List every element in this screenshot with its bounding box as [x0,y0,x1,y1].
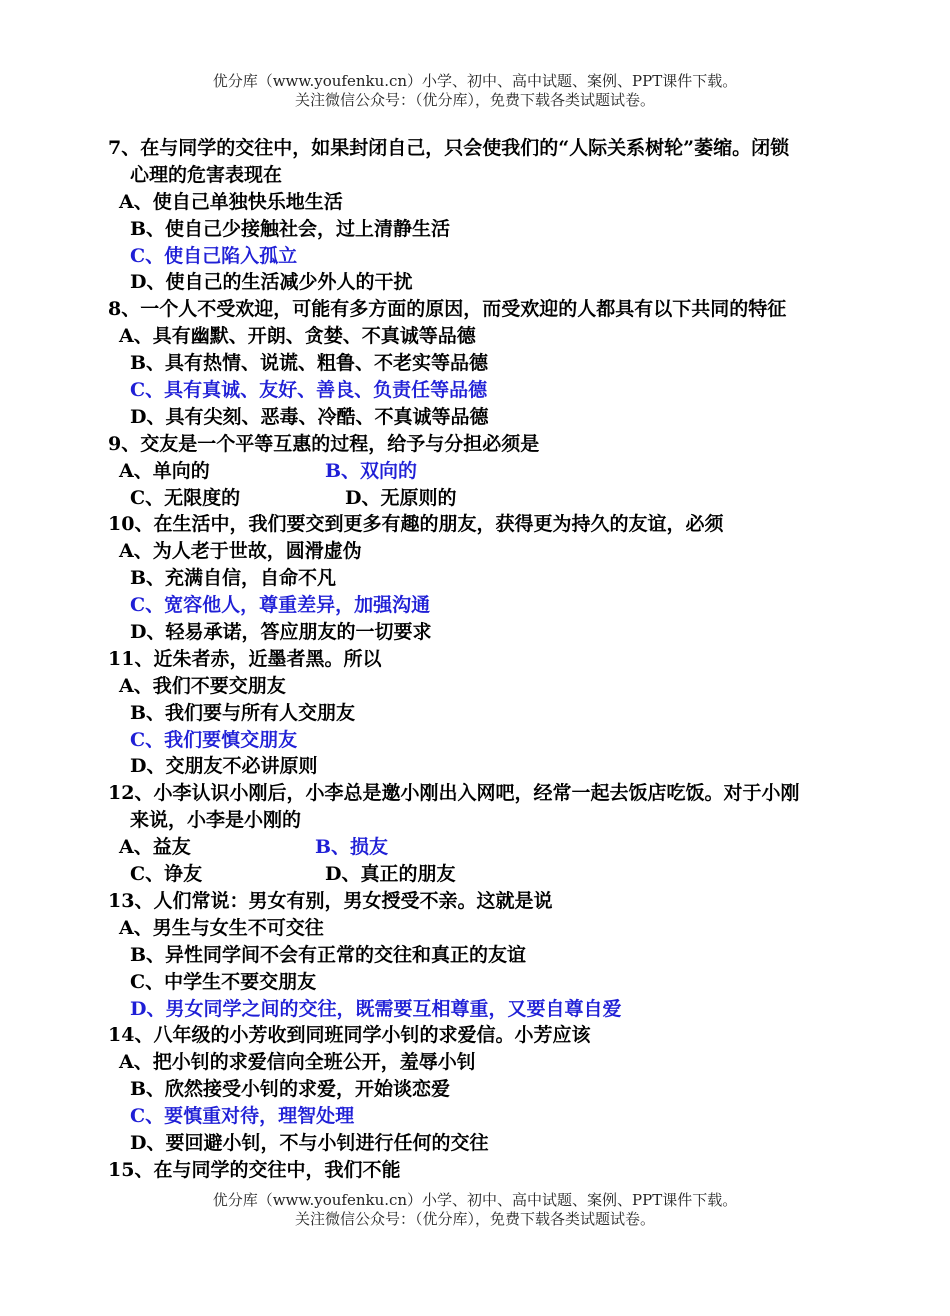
question-10-option-d: D、轻易承诺，答应朋友的一切要求 [130,621,432,644]
question-9-options-row-2 [130,485,868,512]
question-7-stem: 7、在与同学的交往中，如果封闭自己，只会使我们的“人际关系树轮”萎缩。闭锁 [108,137,790,159]
question-9-stem: 9、交友是一个平等互惠的过程，给予与分担必须是 [108,432,540,455]
question-11-option-c-answer: C、我们要慎交朋友 [130,728,298,751]
question-13-option-d-answer: D、男女同学之间的交往，既需要互相尊重，又要自尊自爱 [130,997,622,1020]
question-12-option-d: D、真正的朋友 [325,863,456,886]
question-12-option-a: A、益友 [119,836,191,859]
question-12-option-c: C、诤友 [130,863,203,886]
question-10-option-a: A、为人老于世故，圆滑虚伪 [119,540,362,563]
question-list [108,135,868,1184]
question-13-option-a: A、男生与女生不可交往 [119,916,324,939]
question-9-option-a: A、单向的 [119,459,210,482]
question-13-option-c: C、中学生不要交朋友 [130,970,317,993]
question-12-stem-cont: 来说，小李是小刚的 [130,809,302,832]
question-8-stem: 8、一个人不受欢迎，可能有多方面的原因，而受欢迎的人都具有以下共同的特征 [108,298,787,321]
question-10-stem: 10、在生活中，我们要交到更多有趣的朋友，获得更为持久的友谊，必须 [108,513,724,536]
question-8-option-b: B、具有热情、说谎、粗鲁、不老实等品德 [130,352,489,375]
question-11-option-d: D、交朋友不必讲原则 [130,755,318,778]
question-12-options-row-1 [119,834,868,861]
question-7-option-b: B、使自己少接触社会，过上清静生活 [130,217,451,240]
header-line-2: 关注微信公众号：（优分库），免费下载各类试题试卷。 [294,91,655,109]
question-7-stem-cont: 心理的危害表现在 [130,163,283,186]
question-14-stem: 14、八年级的小芳收到同班同学小钊的求爱信。小芳应该 [108,1024,591,1047]
footer-line-1: 优分库（www.youfenku.cn）小学、初中、高中试题、案例、PPT课件下载。 [212,1191,738,1209]
question-14-option-d: D、要回避小钊，不与小钊进行任何的交往 [130,1131,489,1154]
question-7-option-a: A、使自己单独快乐地生活 [119,190,343,213]
header-line-1: 优分库（www.youfenku.cn）小学、初中、高中试题、案例、PPT课件下载。 [212,72,738,90]
question-8-option-a: A、具有幽默、开朗、贪婪、不真诚等品德 [119,325,476,348]
question-9-option-b-answer: B、双向的 [325,459,418,482]
page-footer [0,1191,950,1229]
question-11-option-a: A、我们不要交朋友 [119,674,286,697]
question-14-option-a: A、把小钊的求爱信向全班公开，羞辱小钊 [119,1051,476,1074]
question-8-option-d: D、具有尖刻、恶毒、冷酷、不真诚等品德 [130,405,489,428]
question-12-stem: 12、小李认识小刚后，小李总是邀小刚出入网吧，经常一起去饭店吃饭。对于小刚 [108,782,800,805]
question-15-stem: 15、在与同学的交往中，我们不能 [108,1158,401,1181]
question-12-option-b-answer: B、损友 [315,836,389,859]
question-9-option-c: C、无限度的 [130,486,241,509]
footer-line-2: 关注微信公众号：（优分库），免费下载各类试题试卷。 [294,1210,655,1228]
question-13-stem: 13、人们常说：男女有别，男女授受不亲。这就是说 [108,889,553,912]
question-9-option-d: D、无原则的 [345,486,457,509]
question-7-option-d: D、使自己的生活减少外人的干扰 [130,271,413,294]
question-12-options-row-2 [130,861,868,888]
question-13-option-b: B、异性同学间不会有正常的交往和真正的友谊 [130,943,527,966]
question-14-option-b: B、欣然接受小钊的求爱，开始谈恋爱 [130,1078,451,1101]
question-11-stem: 11、近朱者赤，近墨者黑。所以 [108,647,382,670]
question-7-option-c-answer: C、使自己陷入孤立 [130,244,298,267]
question-11-option-b: B、我们要与所有人交朋友 [130,701,356,724]
question-10-option-b: B、充满自信，自命不凡 [130,567,337,590]
question-14-option-c-answer: C、要慎重对待，理智处理 [130,1105,355,1128]
question-8-option-c-answer: C、具有真诚、友好、善良、负责任等品德 [130,379,488,402]
page-header [0,72,950,110]
question-10-option-c-answer: C、宽容他人，尊重差异，加强沟通 [130,594,431,617]
question-9-options-row-1 [119,458,868,485]
